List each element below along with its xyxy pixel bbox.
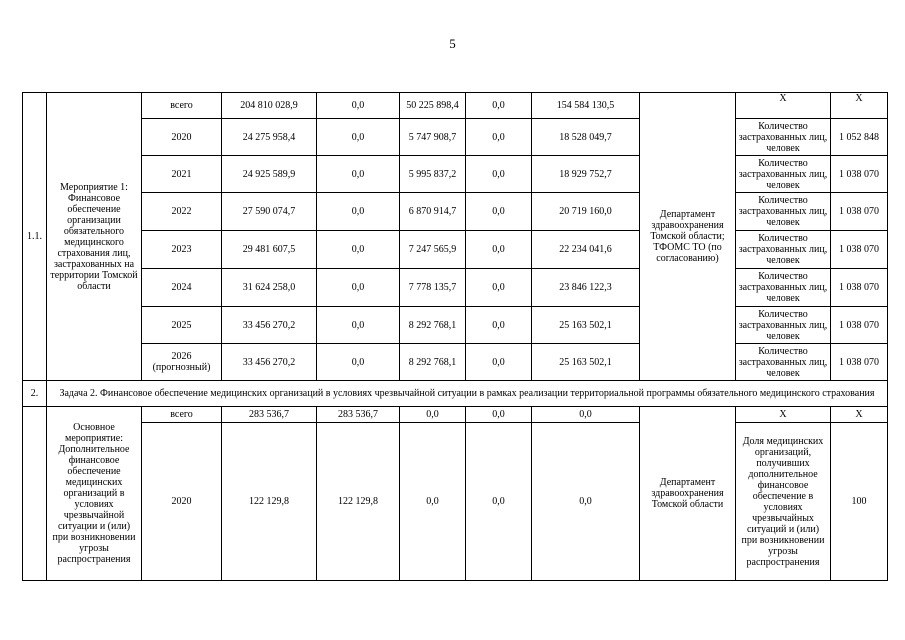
executor-cell: Департамент здравоохранения Томской области; ТФОМС ТО (по согласованию) <box>640 93 736 381</box>
other-cell: 25 163 502,1 <box>532 307 640 344</box>
year-cell: 2022 <box>142 193 222 231</box>
row-number-empty <box>23 407 47 581</box>
indicator-cell: Количество застрахованных лиц, человек <box>736 344 831 381</box>
local-cell: 0,0 <box>466 156 532 193</box>
total-cell: 204 810 028,9 <box>222 93 317 119</box>
local-cell: 0,0 <box>466 231 532 269</box>
other-cell: 20 719 160,0 <box>532 193 640 231</box>
other-cell: 18 528 049,7 <box>532 119 640 156</box>
regional-cell: 0,0 <box>400 423 466 581</box>
other-cell: 0,0 <box>532 407 640 423</box>
table-row <box>23 193 888 231</box>
year-cell: всего <box>142 93 222 119</box>
regional-cell: 7 778 135,7 <box>400 269 466 307</box>
year-cell: всего <box>142 407 222 423</box>
local-cell: 0,0 <box>466 193 532 231</box>
federal-cell: 0,0 <box>317 156 400 193</box>
regional-cell: 5 995 837,2 <box>400 156 466 193</box>
local-cell: 0,0 <box>466 93 532 119</box>
indicator-cell: Количество застрахованных лиц, человек <box>736 156 831 193</box>
table-row <box>23 231 888 269</box>
total-cell: 33 456 270,2 <box>222 344 317 381</box>
page-number: 5 <box>449 36 456 51</box>
value-cell: 100 <box>831 423 888 581</box>
federal-cell: 0,0 <box>317 307 400 344</box>
regional-cell: 7 247 565,9 <box>400 231 466 269</box>
local-cell: 0,0 <box>466 307 532 344</box>
federal-cell: 122 129,8 <box>317 423 400 581</box>
table-row <box>23 156 888 193</box>
regional-cell: 5 747 908,7 <box>400 119 466 156</box>
indicator-cell: Х <box>736 93 831 119</box>
indicator-cell: Количество застрахованных лиц, человек <box>736 193 831 231</box>
indicator-cell: Доля медицинских организаций, получивших дополнительное финансовое обеспечение в условиях чрезвычайных ситуаций и (или) при возникновении угрозы распространения <box>736 423 831 581</box>
year-cell: 2020 <box>142 423 222 581</box>
local-cell: 0,0 <box>466 119 532 156</box>
indicator-cell: Количество застрахованных лиц, человек <box>736 119 831 156</box>
total-cell: 24 925 589,9 <box>222 156 317 193</box>
task-row <box>23 381 888 407</box>
table-row <box>23 269 888 307</box>
total-cell: 283 536,7 <box>222 407 317 423</box>
total-cell: 29 481 607,5 <box>222 231 317 269</box>
total-cell: 24 275 958,4 <box>222 119 317 156</box>
value-cell: 1 052 848 <box>831 119 888 156</box>
federal-cell: 0,0 <box>317 193 400 231</box>
value-cell: 1 038 070 <box>831 193 888 231</box>
value-cell: Х <box>831 93 888 119</box>
task-number: 2. <box>23 381 47 407</box>
total-cell: 27 590 074,7 <box>222 193 317 231</box>
value-cell: Х <box>831 407 888 423</box>
program-table <box>22 92 888 581</box>
regional-cell: 6 870 914,7 <box>400 193 466 231</box>
value-cell: 1 038 070 <box>831 307 888 344</box>
indicator-cell: Количество застрахованных лиц, человек <box>736 231 831 269</box>
federal-cell: 283 536,7 <box>317 407 400 423</box>
other-cell: 18 929 752,7 <box>532 156 640 193</box>
regional-cell: 8 292 768,1 <box>400 307 466 344</box>
other-cell: 154 584 130,5 <box>532 93 640 119</box>
federal-cell: 0,0 <box>317 269 400 307</box>
table-row <box>23 93 888 119</box>
other-cell: 0,0 <box>532 423 640 581</box>
regional-cell: 0,0 <box>400 407 466 423</box>
year-cell: 2025 <box>142 307 222 344</box>
year-cell: 2026 (прогнозный) <box>142 344 222 381</box>
year-cell: 2020 <box>142 119 222 156</box>
federal-cell: 0,0 <box>317 119 400 156</box>
table-row <box>23 423 888 581</box>
value-cell: 1 038 070 <box>831 269 888 307</box>
main-measure-name: Основное мероприятие: Дополнительное финансовое обеспечение медицинских организаций в условиях чрезвычайной ситуации и (или) при возникновении угрозы распространения <box>47 407 142 581</box>
regional-cell: 8 292 768,1 <box>400 344 466 381</box>
local-cell: 0,0 <box>466 423 532 581</box>
year-cell: 2024 <box>142 269 222 307</box>
indicator-cell: Х <box>736 407 831 423</box>
year-cell: 2021 <box>142 156 222 193</box>
table-row <box>23 407 888 423</box>
row-number: 1.1. <box>23 93 47 381</box>
table-row <box>23 344 888 381</box>
table-row <box>23 307 888 344</box>
executor-cell: Департамент здравоохранения Томской области <box>640 407 736 581</box>
local-cell: 0,0 <box>466 269 532 307</box>
other-cell: 23 846 122,3 <box>532 269 640 307</box>
total-cell: 31 624 258,0 <box>222 269 317 307</box>
value-cell: 1 038 070 <box>831 156 888 193</box>
federal-cell: 0,0 <box>317 93 400 119</box>
task-text: Задача 2. Финансовое обеспечение медицинских организаций в условиях чрезвычайной ситуации в рамках реализации территориальной программы обязательного медицинского страхования <box>47 381 888 407</box>
value-cell: 1 038 070 <box>831 344 888 381</box>
federal-cell: 0,0 <box>317 231 400 269</box>
other-cell: 25 163 502,1 <box>532 344 640 381</box>
year-cell: 2023 <box>142 231 222 269</box>
value-cell: 1 038 070 <box>831 231 888 269</box>
local-cell: 0,0 <box>466 344 532 381</box>
measure-name: Мероприятие 1: Финансовое обеспечение организации обязательного медицинского страхования лиц, застрахованных на территории Томской области <box>47 93 142 381</box>
regional-cell: 50 225 898,4 <box>400 93 466 119</box>
table-row <box>23 119 888 156</box>
indicator-cell: Количество застрахованных лиц, человек <box>736 269 831 307</box>
total-cell: 33 456 270,2 <box>222 307 317 344</box>
federal-cell: 0,0 <box>317 344 400 381</box>
other-cell: 22 234 041,6 <box>532 231 640 269</box>
local-cell: 0,0 <box>466 407 532 423</box>
total-cell: 122 129,8 <box>222 423 317 581</box>
indicator-cell: Количество застрахованных лиц, человек <box>736 307 831 344</box>
